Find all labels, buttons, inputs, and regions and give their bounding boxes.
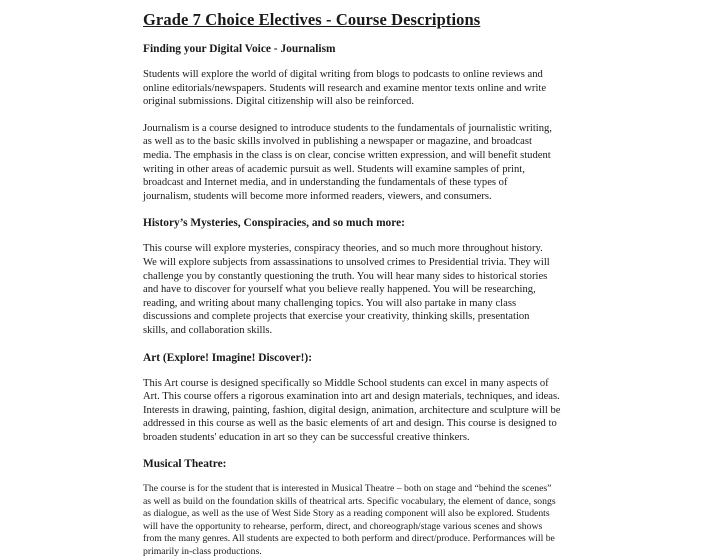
- text-line: discussions and complete projects that exercise your creativity, thinking skills, presentation: [143, 311, 530, 323]
- history-paragraph: [143, 242, 583, 337]
- text-line: reading, and writing about many challenging topics. You will also partake in many class: [143, 297, 517, 309]
- text-line: original submissions. Digital citizenship will also be reinforced.: [143, 96, 414, 108]
- musical-theatre-paragraph: [143, 483, 583, 557]
- text-line: Journalism is a course designed to introduce students to the fundamentals of journalistic writing,: [143, 122, 552, 134]
- journalism-paragraph-1: [143, 68, 583, 109]
- text-line: Students will explore the world of digital writing from blogs to podcasts to online reviews and: [143, 69, 543, 80]
- document-page: [143, 10, 583, 558]
- page-title: Grade 7 Choice Electives - Course Descriptions: [143, 10, 481, 29]
- text-line: This course will explore mysteries, conspiracy theories, and so much more throughout history.: [143, 243, 543, 255]
- section-heading-musical-theatre: Musical Theatre:: [143, 458, 227, 471]
- text-line: broaden students' education in art so they can be successful creative thinkers.: [143, 431, 470, 443]
- text-line: as dialogue, as well as the use of West Side Story as a reading component will also be explored. Students: [143, 508, 550, 520]
- text-line: and have to discover for yourself what you believe really happened. You will be researching,: [143, 284, 536, 296]
- text-line: The course is for the student that is interested in Musical Theatre – both on stage and “behind the scenes”: [143, 483, 552, 495]
- text-line: skills, and collaboration skills.: [143, 324, 273, 336]
- text-line: We will explore subjects from assassinations to unsolved crimes to Presidential trivia. They will: [143, 256, 550, 268]
- text-line: Art. This course offers a rigorous examination into art and design materials, techniques, and ideas.: [143, 391, 560, 403]
- section-heading-history: History’s Mysteries, Conspiracies, and so much more:: [143, 217, 405, 230]
- text-line: addressed in this course as well as the basic elements of art and design. This course is designed to: [143, 418, 557, 430]
- text-line: from the many genres. All students are expected to both perform and direct/produce. Performances will be: [143, 533, 555, 545]
- text-line: as well as build on the foundation skills of theatrical arts. Specific vocabulary, the element of dance, songs: [143, 495, 556, 507]
- section-heading-journalism: Finding your Digital Voice - Journalism: [143, 43, 336, 55]
- text-line: This Art course is designed specifically so Middle School students can excel in many aspects of: [143, 377, 549, 389]
- text-line: media. The emphasis in the class is on clear, concise written expression, and will benefit student: [143, 149, 551, 161]
- text-line: broadcast and Internet media, and in understanding the fundamentals of these types of: [143, 177, 508, 189]
- art-paragraph: [143, 377, 583, 445]
- section-heading-art: Art (Explore! Imagine! Discover!):: [143, 351, 313, 364]
- journalism-paragraph-2: [143, 122, 583, 204]
- text-line: will have the opportunity to rehearse, perform, direct, and choreograph/stage various scenes and shows: [143, 520, 543, 532]
- text-line: as well as to the basic skills involved in publishing a newspaper or magazine, and broadcast: [143, 136, 532, 148]
- text-line: primarily in-class productions.: [143, 545, 262, 557]
- text-line: writing in other areas of academic pursuit as well. Students will examine samples of print,: [143, 163, 525, 175]
- text-line: online editorials/newspapers. Students will research and examine mentor texts online and write: [143, 82, 547, 94]
- text-line: Interests in drawing, painting, fashion, digital design, animation, architecture and sculpture will be: [143, 404, 561, 416]
- text-line: challenge you by constantly questioning the truth. You will hear many sides to historical stories: [143, 270, 548, 282]
- text-line: journalism, students will become more informed readers, viewers, and consumers.: [143, 190, 492, 202]
